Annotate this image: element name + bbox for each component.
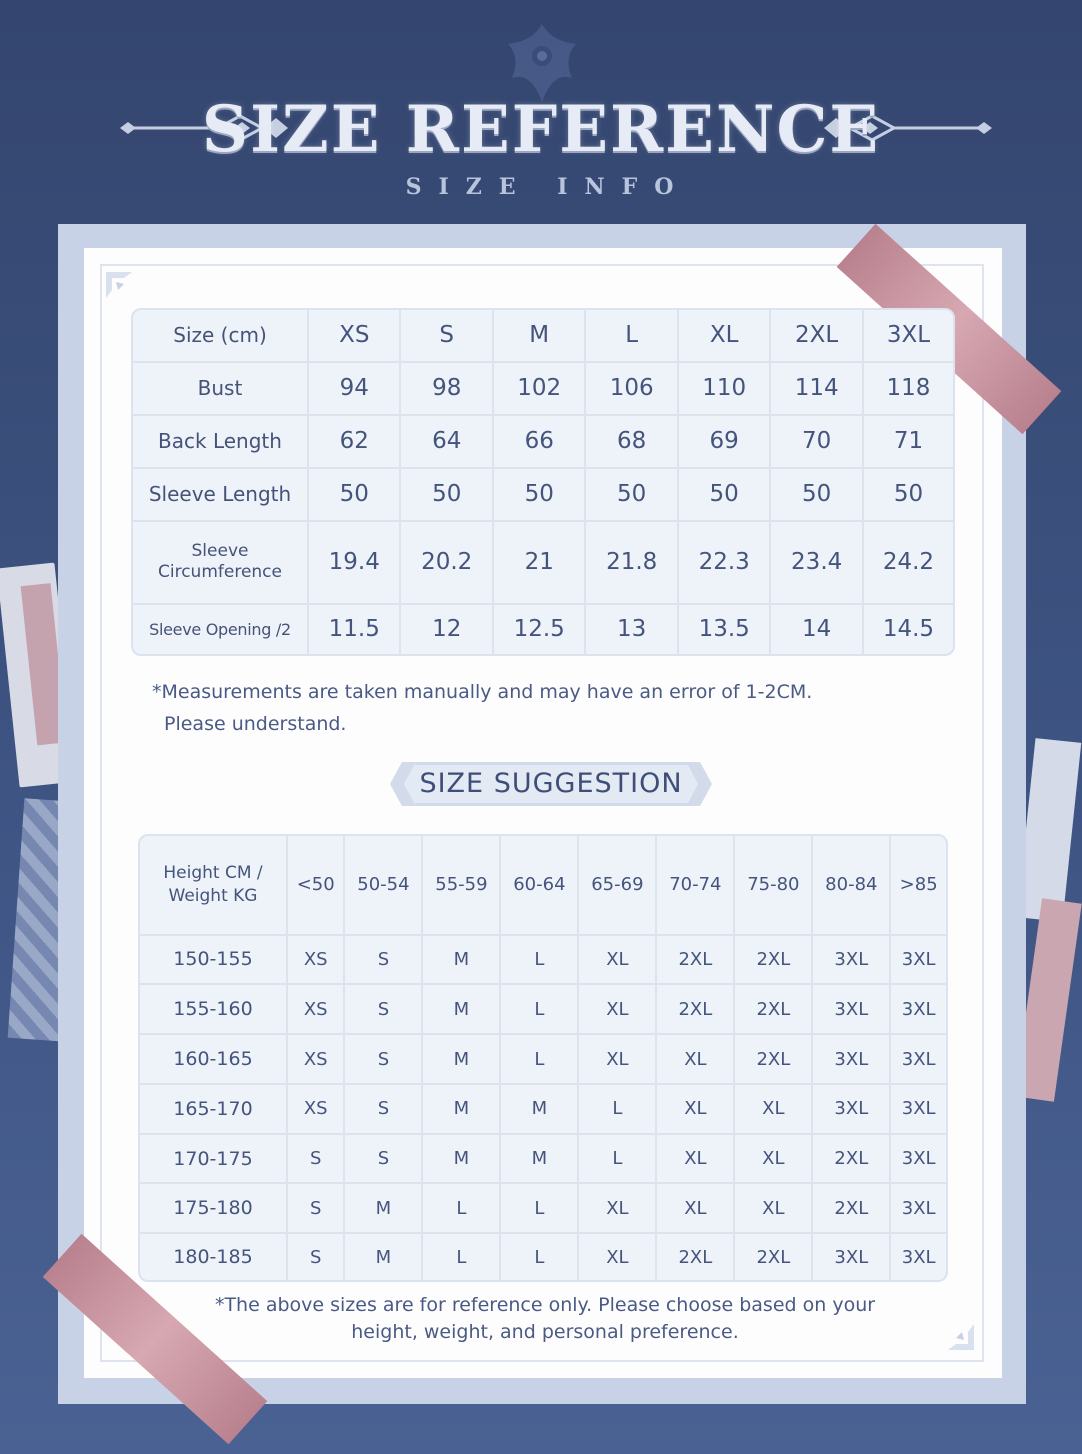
height-label: 180-185 xyxy=(140,1234,288,1280)
table-cell: XS xyxy=(288,985,345,1035)
table-cell: 3XL xyxy=(891,1184,946,1234)
table-cell: M xyxy=(423,936,501,986)
table-corner-label: Size (cm) xyxy=(133,310,309,363)
weight-header: 65-69 xyxy=(579,836,657,936)
table-cell: 3XL xyxy=(891,936,946,986)
table-row xyxy=(140,1035,946,1085)
table-cell: 21 xyxy=(494,522,586,605)
table-cell: 94 xyxy=(309,363,401,416)
table-row xyxy=(133,605,953,654)
size-header: XL xyxy=(679,310,771,363)
table-cell: 2XL xyxy=(735,985,813,1035)
table-cell: 3XL xyxy=(891,985,946,1035)
table-cell: XL xyxy=(579,985,657,1035)
table-cell: 22.3 xyxy=(679,522,771,605)
table-cell: 68 xyxy=(586,416,678,469)
table-cell: XL xyxy=(657,1085,735,1135)
table-cell: S xyxy=(345,1085,423,1135)
table-cell: 114 xyxy=(771,363,863,416)
table-row xyxy=(140,936,946,986)
size-header: L xyxy=(586,310,678,363)
size-header: S xyxy=(401,310,493,363)
table-cell: 13 xyxy=(586,605,678,654)
reference-note xyxy=(150,1292,940,1346)
size-suggestion-badge xyxy=(390,762,712,806)
table-row xyxy=(140,1184,946,1234)
table-cell: XL xyxy=(579,1234,657,1280)
table-cell: 2XL xyxy=(735,936,813,986)
table-cell: 50 xyxy=(586,469,678,522)
table-cell: 50 xyxy=(679,469,771,522)
table-cell: 3XL xyxy=(813,1085,891,1135)
table-cell: 21.8 xyxy=(586,522,678,605)
weight-header: 70-74 xyxy=(657,836,735,936)
table-cell: L xyxy=(501,985,579,1035)
table-cell: XL xyxy=(579,1184,657,1234)
measurement-note-line: Please understand. xyxy=(164,713,347,735)
table-cell: 3XL xyxy=(813,985,891,1035)
weight-header: 60-64 xyxy=(501,836,579,936)
table-cell: 2XL xyxy=(657,985,735,1035)
table-row xyxy=(140,985,946,1035)
table-cell: L xyxy=(501,1234,579,1280)
table-cell: S xyxy=(345,1135,423,1185)
height-label: 150-155 xyxy=(140,936,288,986)
table-cell: 98 xyxy=(401,363,493,416)
weight-header: >85 xyxy=(891,836,946,936)
table-cell: 106 xyxy=(586,363,678,416)
table-row xyxy=(140,1135,946,1185)
table-cell: XL xyxy=(735,1085,813,1135)
table-cell: S xyxy=(288,1184,345,1234)
table-cell: S xyxy=(345,1035,423,1085)
table-cell: XL xyxy=(579,936,657,986)
table-cell: 64 xyxy=(401,416,493,469)
table-cell: L xyxy=(423,1234,501,1280)
table-cell: 19.4 xyxy=(309,522,401,605)
table-cell: M xyxy=(501,1085,579,1135)
weight-header: 80-84 xyxy=(813,836,891,936)
table-cell: 2XL xyxy=(813,1135,891,1185)
table-cell: 2XL xyxy=(657,1234,735,1280)
table-cell: M xyxy=(423,1135,501,1185)
corner-label-line: Height CM / xyxy=(163,862,263,883)
table-cell: 3XL xyxy=(901,1246,936,1268)
row-label: Back Length xyxy=(133,416,309,469)
weight-header: 50-54 xyxy=(345,836,423,936)
table-cell: 13.5 xyxy=(679,605,771,654)
table-row xyxy=(140,1085,946,1135)
table-row xyxy=(133,416,953,469)
corner-ornament-icon xyxy=(946,1322,976,1352)
table-corner-label xyxy=(140,836,288,936)
table-cell: 2XL xyxy=(657,936,735,986)
reference-note-line: *The above sizes are for reference only. Please choose based on your xyxy=(214,1294,876,1316)
table-cell: 102 xyxy=(494,363,586,416)
weight-header: <50 xyxy=(288,836,345,936)
table-header-row xyxy=(133,310,953,363)
row-label: Bust xyxy=(133,363,309,416)
table-cell: L xyxy=(501,1035,579,1085)
weight-header: 75-80 xyxy=(735,836,813,936)
page-title: SIZE REFERENCE xyxy=(201,92,881,167)
table-cell: 50 xyxy=(864,469,953,522)
height-label: 155-160 xyxy=(140,985,288,1035)
table-cell: XL xyxy=(579,1035,657,1085)
table-cell: M xyxy=(345,1234,423,1280)
height-label: 165-170 xyxy=(140,1085,288,1135)
table-cell: 50 xyxy=(494,469,586,522)
row-label xyxy=(133,522,309,605)
table-cell: 70 xyxy=(771,416,863,469)
table-cell: L xyxy=(423,1184,501,1234)
table-cell: 3XL xyxy=(891,1085,946,1135)
table-cell: 110 xyxy=(679,363,771,416)
table-cell: 71 xyxy=(864,416,953,469)
table-cell: XL xyxy=(657,1035,735,1085)
table-cell: M xyxy=(423,985,501,1035)
table-cell: XL xyxy=(735,1184,813,1234)
table-cell: L xyxy=(579,1085,657,1135)
table-cell: 3XL xyxy=(813,1234,891,1280)
reference-note-line: height, weight, and personal preference. xyxy=(351,1321,739,1343)
table-cell: 11.5 xyxy=(309,605,401,654)
table-cell: 20.2 xyxy=(401,522,493,605)
table-cell: 2XL xyxy=(735,1035,813,1085)
table-cell: 50 xyxy=(309,469,401,522)
height-label: 170-175 xyxy=(140,1135,288,1185)
table-cell: 14 xyxy=(771,605,863,654)
measurement-note-line: *Measurements are taken manually and may have an error of 1-2CM. xyxy=(152,681,813,703)
row-label-line: Circumference xyxy=(158,562,282,583)
table-cell: 2XL xyxy=(813,1184,891,1234)
table-cell: L xyxy=(501,1184,579,1234)
table-row xyxy=(133,363,953,416)
height-label: 175-180 xyxy=(140,1184,288,1234)
size-header: XS xyxy=(309,310,401,363)
size-measurement-table xyxy=(131,308,955,656)
table-cell: XS xyxy=(288,1085,345,1135)
height-label: 160-165 xyxy=(140,1035,288,1085)
table-cell: 3XL xyxy=(813,936,891,986)
table-cell: 66 xyxy=(494,416,586,469)
page-subtitle: SIZE INFO xyxy=(405,174,691,200)
table-cell: XS xyxy=(288,936,345,986)
weight-header: 55-59 xyxy=(423,836,501,936)
table-cell: XL xyxy=(657,1135,735,1185)
table-row xyxy=(133,522,953,605)
table-cell: XS xyxy=(288,1035,345,1085)
table-cell: M xyxy=(501,1135,579,1185)
corner-label-line: Weight KG xyxy=(168,885,258,906)
table-row xyxy=(133,469,953,522)
table-cell: 2XL xyxy=(735,1234,813,1280)
table-cell: 12.5 xyxy=(494,605,586,654)
row-label-line: Sleeve xyxy=(191,541,249,562)
size-header: M xyxy=(494,310,586,363)
corner-ornament-icon xyxy=(104,270,134,300)
table-cell: 3XL xyxy=(891,1035,946,1085)
table-cell: M xyxy=(345,1184,423,1234)
table-cell: L xyxy=(579,1135,657,1185)
measurement-note xyxy=(152,676,932,740)
table-cell: S xyxy=(345,985,423,1035)
size-header: 3XL xyxy=(864,310,953,363)
table-cell: 14.5 xyxy=(882,616,935,643)
size-suggestion-table xyxy=(138,834,948,1282)
table-row xyxy=(140,1234,946,1280)
table-cell: 3XL xyxy=(891,1135,946,1185)
table-cell: XL xyxy=(657,1184,735,1234)
row-label: Sleeve Length xyxy=(133,469,309,522)
table-cell: 24.2 xyxy=(864,522,953,605)
table-cell: 23.4 xyxy=(771,522,863,605)
table-cell: 50 xyxy=(401,469,493,522)
table-cell: L xyxy=(501,936,579,986)
table-cell: M xyxy=(423,1085,501,1135)
table-cell: S xyxy=(288,1234,345,1280)
table-cell: S xyxy=(345,936,423,986)
table-cell: 3XL xyxy=(813,1035,891,1085)
table-cell: 69 xyxy=(679,416,771,469)
size-header: 2XL xyxy=(771,310,863,363)
table-header-row xyxy=(140,836,946,936)
table-cell: 12 xyxy=(401,605,493,654)
table-cell: M xyxy=(423,1035,501,1085)
table-cell: 50 xyxy=(771,469,863,522)
row-label: Sleeve Opening /2 xyxy=(133,605,309,654)
table-cell: 118 xyxy=(864,363,953,416)
table-cell: S xyxy=(288,1135,345,1185)
table-cell: 62 xyxy=(309,416,401,469)
ticket-decoration-right xyxy=(1017,738,1082,922)
section-title: SIZE SUGGESTION xyxy=(419,768,683,799)
table-cell: XL xyxy=(735,1135,813,1185)
